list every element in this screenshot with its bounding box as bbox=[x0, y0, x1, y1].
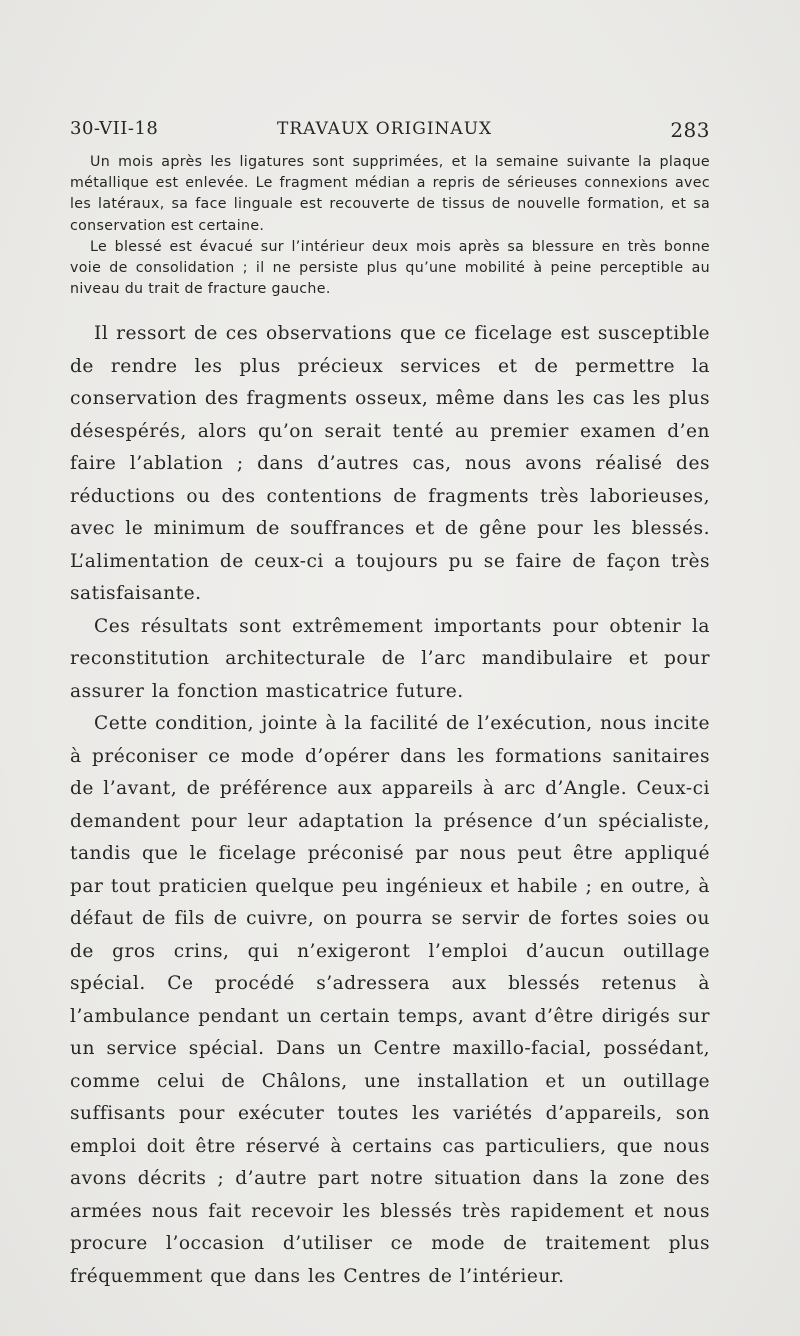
body-paragraph: Il ressort de ces observations que ce ficelage est susceptible de rendre les plus précieux services et de permettre la conservation des fragments osseux, même dans les cas les plus désespérés, alors qu’on serait tenté au premier examen d’en faire l’ablation ; dans d’autres cas, nous avons réalisé des réductions ou des contentions de fragments très laborieuses, avec le minimum de souffrances et de gêne pour les blessés. L’alimentation de ceux-ci a toujours pu se faire de façon très satisfaisante. bbox=[70, 323, 710, 604]
body-paragraph: Ces résultats sont extrêmement importants pour obtenir la reconstitution architecturale de l’arc mandibulaire et pour assurer la fonction masticatrice future. bbox=[70, 615, 710, 702]
main-body-text bbox=[70, 318, 710, 1293]
case-observation-text bbox=[70, 152, 710, 300]
body-paragraph: Cette condition, jointe à la facilité de l’exécution, nous incite à préconiser ce mode d’opérer dans les formations sanitaires de l’avant, de préférence aux appareils à arc d’Angle. Ceux-ci demandent pour leur adaptation la présence d’un spécialiste, tandis que le ficelage préconisé par nous peut être appliqué par tout praticien quelque peu ingénieux et habile ; en outre, à défaut de fils de cuivre, on pourra se servir de fortes soies ou de gros crins, qui n’exigeront l’emploi d’aucun outillage spécial. Ce procédé s’adressera aux blessés retenus à l’ambulance pendant un certain temps, avant d’être dirigés sur un service spécial. Dans un Centre maxillo-facial, possédant, comme celui de Châlons, une installation et un outillage suffisants pour exécuter toutes les variétés d’appareils, son emploi doit être réservé à certains cas particuliers, que nous avons décrits ; d’autre part notre situation dans la zone des armées nous fait recevoir les blessés très rapidement et nous procure l’occasion d’utiliser ce mode de traitement plus fréquemment que dans les Centres de l’intérieur. bbox=[70, 713, 710, 1287]
small-paragraph: Un mois après les ligatures sont supprimées, et la semaine suivante la plaque métallique est enlevée. Le fragment médian a repris de sérieuses connexions avec les latéraux, sa face linguale est recouverte de tissus de nouvelle formation, et sa conservation est certaine. bbox=[70, 154, 710, 234]
issue-date: 30-VII-18 bbox=[70, 118, 159, 139]
running-title: TRAVAUX ORIGINAUX bbox=[277, 119, 493, 139]
running-header bbox=[70, 118, 710, 146]
page-number: 283 bbox=[670, 118, 710, 142]
small-paragraph: Le blessé est évacué sur l’intérieur deux mois après sa blessure en très bonne voie de consolidation ; il ne persiste plus qu’une mobilité à peine perceptible au niveau du trait de fracture gauche. bbox=[70, 238, 710, 298]
